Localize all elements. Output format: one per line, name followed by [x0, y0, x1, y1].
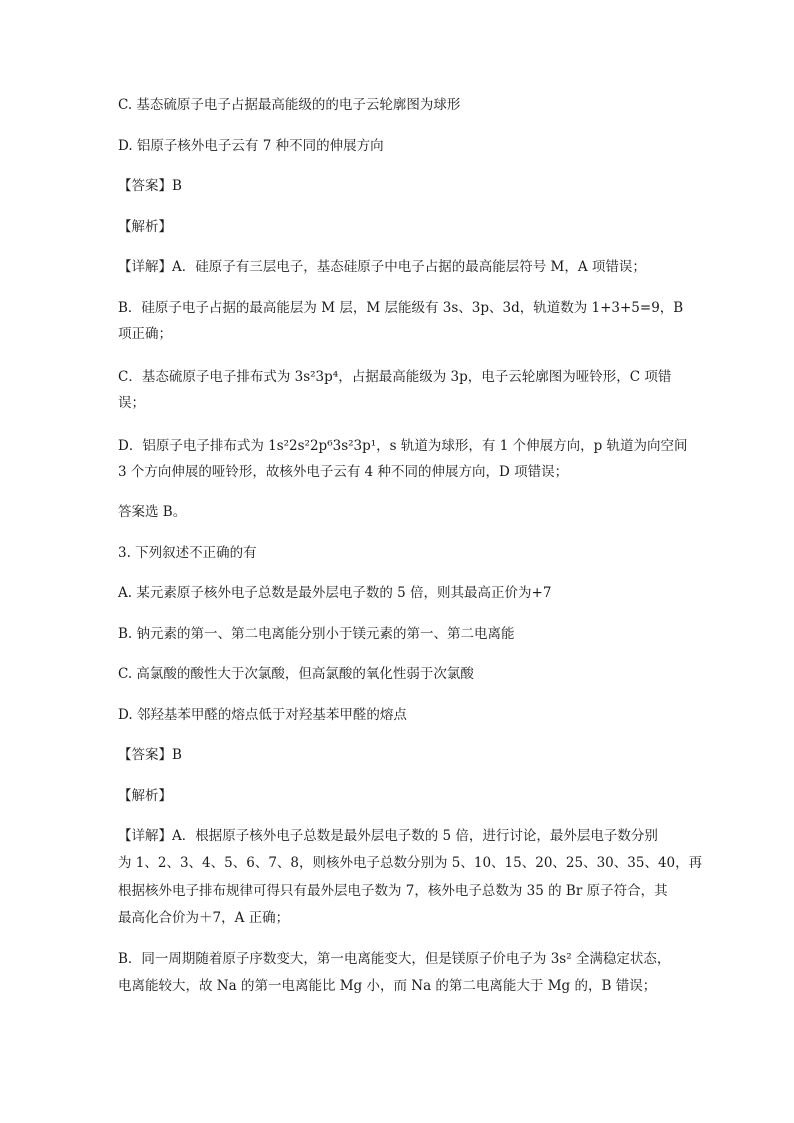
q3-explanation-a-cont3: 最高化合价为＋7，A 正确； [118, 910, 290, 926]
explanation-b: B．硅原子电子占据的最高能层为 M 层，M 层能级有 3s、3p、3d，轨道数为 1+3+5=9，B [118, 300, 684, 316]
explanation-a: 【详解】A．硅原子有三层电子，基态硅原子中电子占据的最高能层符号 M，A 项错误； [118, 259, 646, 275]
q3-option-c: C. 高氯酸的酸性大于次氯酸，但高氯酸的氧化性弱于次氯酸 [118, 666, 474, 682]
q3-explanation-b-cont: 电离能较大，故 Na 的第一电离能比 Mg 小，而 Na 的第二电离能大于 Mg 的，B 错误； [118, 978, 657, 994]
option-c-line: C. 基态硫原子电子占据最高能级的的电子云轮廓图为球形 [118, 97, 461, 113]
q3-option-a: A. 某元素原子核外电子总数是最外层电子数的 5 倍，则其最高正价为+7 [118, 585, 552, 601]
explanation-c-cont: 误； [118, 395, 145, 411]
question-3-stem: 3. 下列叙述不正确的有 [118, 545, 257, 561]
q3-answer-label: 【答案】B [118, 747, 182, 763]
q3-explanation-b: B．同一周期随着原子序数变大，第一电离能变大，但是镁原子价电子为 3s² 全满稳定状态， [118, 951, 671, 967]
answer-label: 【答案】B [118, 178, 182, 194]
q3-analysis-label: 【解析】 [118, 788, 172, 804]
q3-option-d: D. 邻羟基苯甲醛的熔点低于对羟基苯甲醛的熔点 [118, 707, 407, 723]
q3-explanation-a: 【详解】A．根据原子核外电子总数是最外层电子数的 5 倍，进行讨论，最外层电子数分别 [118, 828, 658, 844]
final-answer: 答案选 B。 [118, 504, 187, 520]
q3-explanation-a-cont1: 为 1、2、3、4、5、6、7、8，则核外电子总数分别为 5、10、15、20、25、30、35、40，再 [118, 855, 703, 871]
q3-explanation-a-cont2: 根据核外电子排布规律可得只有最外层电子数为 7，核外电子总数为 35 的 Br 原子符合，其 [118, 883, 668, 899]
option-d-line: D. 铝原子核外电子云有 7 种不同的伸展方向 [118, 138, 384, 154]
explanation-b-cont: 项正确； [118, 326, 172, 342]
explanation-d: D．铝原子电子排布式为 1s²2s²2p⁶3s²3p¹，s 轨道为球形，有 1 个伸展方向，p 轨道为向空间 [118, 438, 688, 454]
q3-option-b: B. 钠元素的第一、第二电离能分别小于镁元素的第一、第二电离能 [118, 626, 515, 642]
analysis-label: 【解析】 [118, 219, 172, 235]
explanation-d-cont: 3 个方向伸展的哑铃形，故核外电子云有 4 种不同的伸展方向，D 项错误； [118, 464, 569, 480]
explanation-c: C．基态硫原子电子排布式为 3s²3p⁴，占据最高能级为 3p，电子云轮廓图为哑铃形，C 项错 [118, 369, 672, 385]
